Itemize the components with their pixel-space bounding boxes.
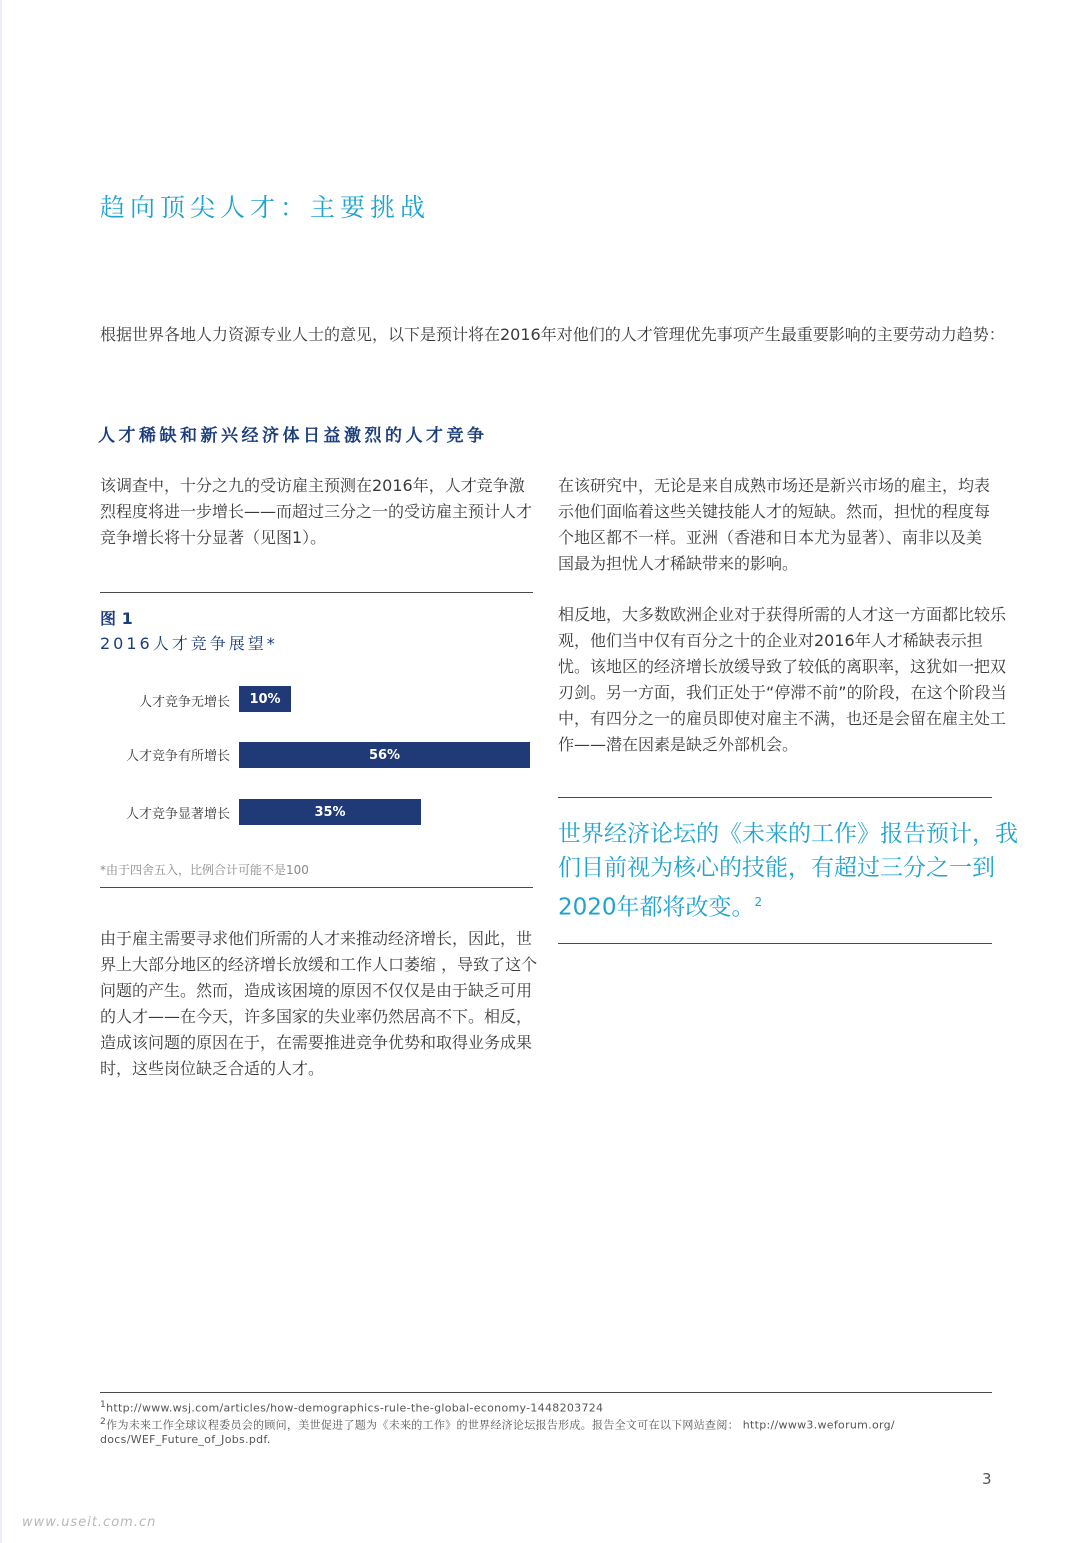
quote-bottom-rule — [558, 943, 992, 944]
page-edge-line — [0, 0, 2, 1543]
footnote-1-link[interactable]: http://www.wsj.com/articles/how-demographics-rule-the-global-economy-1448203724 — [106, 1401, 604, 1415]
figure-title: 2016人才竞争展望* — [100, 634, 278, 653]
intro-paragraph: 根据世界各地人力资源专业人士的意见，以下是预计将在2016年对他们的人才管理优先事项产生最重要影响的主要劳动力趋势： — [100, 325, 1005, 344]
page-number: 3 — [982, 1470, 992, 1488]
bar-significant-increase: 35% — [239, 799, 421, 825]
figure-top-rule — [100, 592, 533, 593]
footnote-2-text: 作为未来工作全球议程委员会的顾问，美世促进了题为《未来的工作》的世界经济论坛报告形成。报告全文可在以下网站查阅： http://www3.weforum.org/ — [106, 1418, 895, 1432]
page-title: 趋向顶尖人才：主要挑战 — [100, 193, 431, 222]
pull-quote-text: 世界经济论坛的《未来的工作》报告预计，我们目前视为核心的技能，有超过三分之一到2020年都将改变。 — [558, 821, 1018, 921]
left-paragraph-1: 该调查中，十分之九的受访雇主预测在2016年，人才竞争激烈程度将进一步增长——而超过三分之一的受访雇主预计人才竞争增长将十分显著（见图1）。 — [100, 476, 533, 547]
left-paragraph-2: 由于雇主需要寻求他们所需的人才来推动经济增长，因此，世界上大部分地区的经济增长放缓和工作人口萎缩 ，导致了这个问题的产生。然而，造成该困境的原因不仅仅是由于缺乏可用的人才——在今天，许多国家的失业率仍然居高不下。相反，造成该问题的原因在于，在需要推进竞争优势和取得业务成果时，这些岗位缺乏合适的人才。 — [100, 929, 538, 1078]
bar-category-label: 人才竞争无增长 — [138, 695, 230, 710]
figure-label: 图 1 — [100, 609, 133, 628]
figure-note: *由于四舍五入，比例合计可能不是100 — [100, 863, 309, 877]
footnote-marker: 2 — [100, 1416, 107, 1427]
quote-top-rule — [558, 797, 992, 798]
figure-bottom-rule — [100, 887, 533, 888]
bar-category-label: 人才竞争显著增长 — [125, 807, 230, 822]
right-paragraph-2: 相反地，大多数欧洲企业对于获得所需的人才这一方面都比较乐观，他们当中仅有百分之十的企业对2016年人才稀缺表示担忧。该地区的经济增长放缓导致了较低的离职率，这犹如一把双刃剑。另一方面，我们正处于“停滞不前”的阶段，在这个阶段当中，有四分之一的雇员即使对雇主不满，也还是会留在雇主处工作——潜在因素是缺乏外部机会。 — [558, 605, 1007, 754]
footnote-2-link[interactable]: docs/WEF_Future_of_Jobs.pdf. — [100, 1433, 271, 1446]
footnote-rule — [100, 1392, 992, 1393]
watermark: www.useit.com.cn — [22, 1515, 157, 1530]
section-heading: 人才稀缺和新兴经济体日益激烈的人才竞争 — [98, 426, 488, 446]
pull-quote-footnote-ref: 2 — [754, 895, 763, 909]
pull-quote — [558, 817, 1018, 925]
bar-some-increase: 56% — [239, 742, 530, 768]
footnote-marker: 1 — [100, 1399, 107, 1410]
bar-no-increase: 10% — [239, 686, 291, 712]
right-paragraph-1: 在该研究中，无论是来自成熟市场还是新兴市场的雇主，均表示他们面临着这些关键技能人才的短缺。然而，担忧的程度每个地区都不一样。亚洲（香港和日本尤为显著）、南非以及美国最为担忧人才稀缺带来的影响。 — [558, 476, 991, 573]
bar-category-label: 人才竞争有所增长 — [125, 749, 230, 764]
